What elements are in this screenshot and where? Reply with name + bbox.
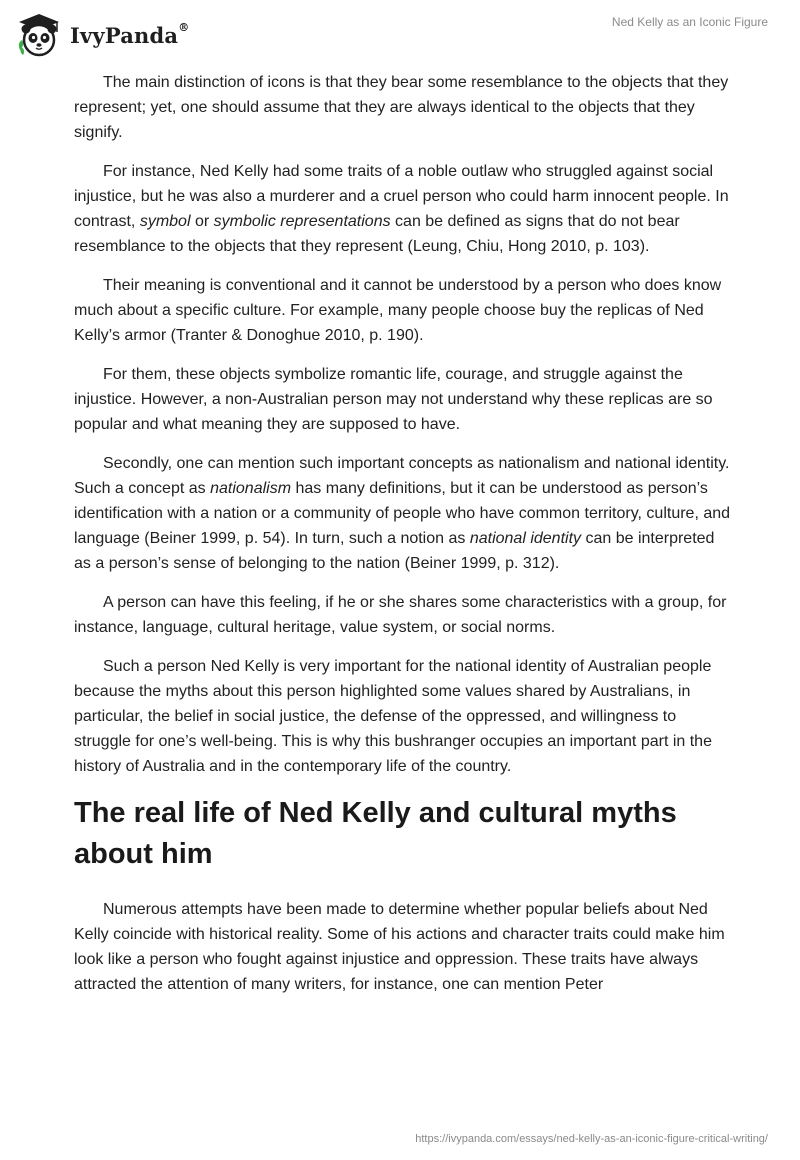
paragraph: The main distinction of icons is that they bear some resemblance to the objects that they represent; yet, one should assume that they are always identical to the objects that they signify. (74, 74, 729, 141)
brand-name: IvyPanda® (70, 20, 190, 48)
paragraph: Numerous attempts have been made to determine whether popular beliefs about Ned Kelly coincide with historical reality. Some of his actions and character traits could make him look like a person who fought against injustice and oppression. These traits have always attracted the attention of many writers, for instance, one can mention Peter (74, 901, 725, 993)
page-header (0, 0, 800, 70)
essay-content (74, 70, 734, 1011)
paragraph: Secondly, one can mention such important concepts as nationalism and national identity. Such a concept as nationalism has many definitions, but it can be understood as person’s identification with a nation or a community of people who have common territory, culture, and language (Beiner 1999, p. 54). In turn, such a notion as national identity can be interpreted as a person’s sense of belonging to the nation (Beiner 1999, p. 312). (74, 455, 731, 572)
paragraph: Such a person Ned Kelly is very important for the national identity of Australian people because the myths about this person highlighted some values shared by Australians, in particular, the belief in social justice, the defense of the oppressed, and willingness to struggle for one’s well-being. This is why this bushranger occupies an important part in the history of Australia and in the contemporary life of the country. (74, 658, 712, 775)
paragraph: Their meaning is conventional and it cannot be understood by a person who does know much about a specific culture. For example, many people choose buy the replicas of Ned Kelly’s armor (Tranter & Donoghue 2010, p. 190). (74, 277, 722, 344)
paragraph: For instance, Ned Kelly had some traits of a noble outlaw who struggled against social injustice, but he was also a murderer and a cruel person who could harm innocent people. In contrast, symbol or symbolic representations can be defined as signs that do not bear resemblance to the objects that they represent (Leung, Chiu, Hong 2010, p. 103). (74, 163, 729, 255)
paragraph: A person can have this feeling, if he or she shares some characteristics with a group, for instance, language, cultural heritage, value system, or social norms. (74, 594, 727, 636)
section-heading: The real life of Ned Kelly and cultural myths about him (74, 797, 677, 870)
document-title: Ned Kelly as an Iconic Figure (611, 15, 768, 29)
paragraph: For them, these objects symbolize romantic life, courage, and struggle against the injustice. However, a non-Australian person may not understand why these replicas are so popular and what meaning they are supposed to have. (74, 366, 713, 433)
source-url[interactable]: https://ivypanda.com/essays/ned-kelly-as-an-iconic-figure-critical-writing/ (415, 1133, 768, 1145)
ivypanda-logo[interactable] (14, 10, 189, 60)
panda-graduate-logo-icon (14, 10, 64, 60)
